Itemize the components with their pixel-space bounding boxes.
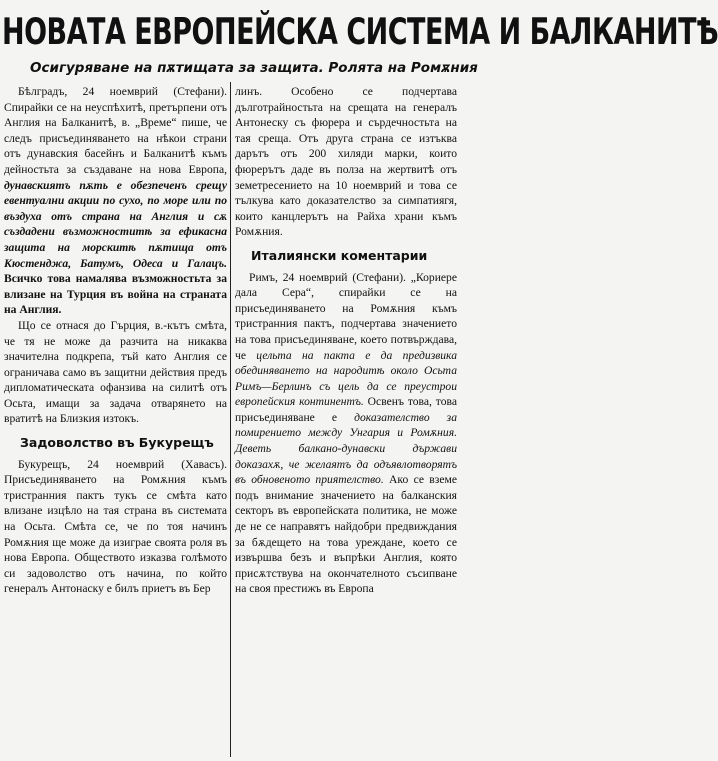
right-column	[235, 84, 457, 757]
paragraph-text: Римъ, 24 ноемврий (Стефани). „Кориере дала Сера“, спирайки се на присъединяването на Ромѫния къмъ тристранния пактъ, подчертава значението на това присъединяване, което потвърждава, че	[235, 270, 457, 362]
article-paragraph: линъ. Особено се подчертава дълготрайностьта на срещата на генералъ Антонеску съ фюрера и сърдечностьта на тая среща. Отъ друга страна се изтъква дарътъ отъ 200 хиляди марки, които фюрерътъ даде въ полза на жертвитѣ отъ земетресението на 10 ноемврий и това се тълкува като доказателство за симпатиягя, които канцлерътъ на Райха храни къмъ Ромѫния.	[235, 85, 457, 239]
section-heading: Задоволство въ Букурещъ	[20, 435, 214, 451]
section-heading: Италиянски коментарии	[251, 247, 428, 263]
italic-emphasis: цельта на пакта е да предизвика обединяването на народитѣ около Осьта Римъ—Берлинъ съ цель да се преустрои европейския континентъ.	[235, 348, 457, 409]
italic-emphasis: дунавскиятъ пѫть е обезпеченъ срещу евентуални акции по сухо, по море или по въздуха отъ страна на Англия и сѫ създадени възможноститѣ за ефикасна защита на морскитѣ пѫтища отъ Кюстенджа, Батумъ, Одеса и Галацъ.	[4, 178, 227, 270]
paragraph-text: Бѣлградъ, 24 ноемврий (Стефани). Спирайки се на неуспѣхитѣ, претърпени отъ Англия на Балканитѣ, в. „Време“ пише, че следъ присъединяването на нѣкои страни отъ дунавския басейнъ и Балканитѣ къмъ дейностьта за създаване на нова Европа,	[4, 85, 227, 176]
left-column	[4, 84, 227, 757]
column-divider	[230, 82, 231, 757]
article-paragraph	[235, 270, 457, 597]
article-paragraph	[4, 84, 227, 318]
article-paragraph: Що се отнася до Гърция, в.-кътъ смѣта, че тя не може да разчита на никаква значителна подкрепа, тъй като Англия се ограничава само въ защитни действия предъ дипломатическата офанзива на силитѣ отъ Осьта, имащи за задача отварянето на вратитѣ на Близкия изтокъ.	[4, 318, 227, 426]
headline: НОВАТА ЕВРОПЕЙСКА СИСТЕМА И БАЛКАНИТѢ	[2, 11, 718, 54]
bold-emphasis: Всичко това намалява възможностьта за влизане на Турция въ война на страната на Англия.	[4, 272, 227, 317]
subheadline: Осигуряване на пѫтищата за защита. Ролята на Ромѫния	[30, 60, 478, 76]
article-paragraph: Букурещъ, 24 ноемврий (Хавасъ). Присъединяването на Ромѫния къмъ тристранния пактъ тукъ се смѣта като влизане изцѣло на тая страна въ системата на Осьта. Смѣта се, че по тоя начинъ Ромѫния ще може да изиграе своята роля въ нова Европа. Обществото изказва голѣмото си задоволство отъ начина, по който генералъ Антонаску е билъ приетъ въ Бер	[4, 457, 227, 596]
paragraph-text: Освенъ това, това присъединяване е	[235, 395, 457, 424]
paragraph-text: Ако се вземе подъ внимание значението на балканския секторъ въ европейската политика, не може де не се направятъ найдобри предвиждания за бѫдещето на това уреждане, което се извършва безъ и въпрѣки Англия, която присѫтствува на окончателното съсипване на своя престижъ въ Европа	[235, 473, 457, 596]
italic-emphasis: доказателство за помирението между Унгария и Ромѫния. Деветь балкано-дунавски държави доказахѫ, че желаятъ да одъявлотворятъ въ обновеното приятелство.	[235, 410, 457, 487]
